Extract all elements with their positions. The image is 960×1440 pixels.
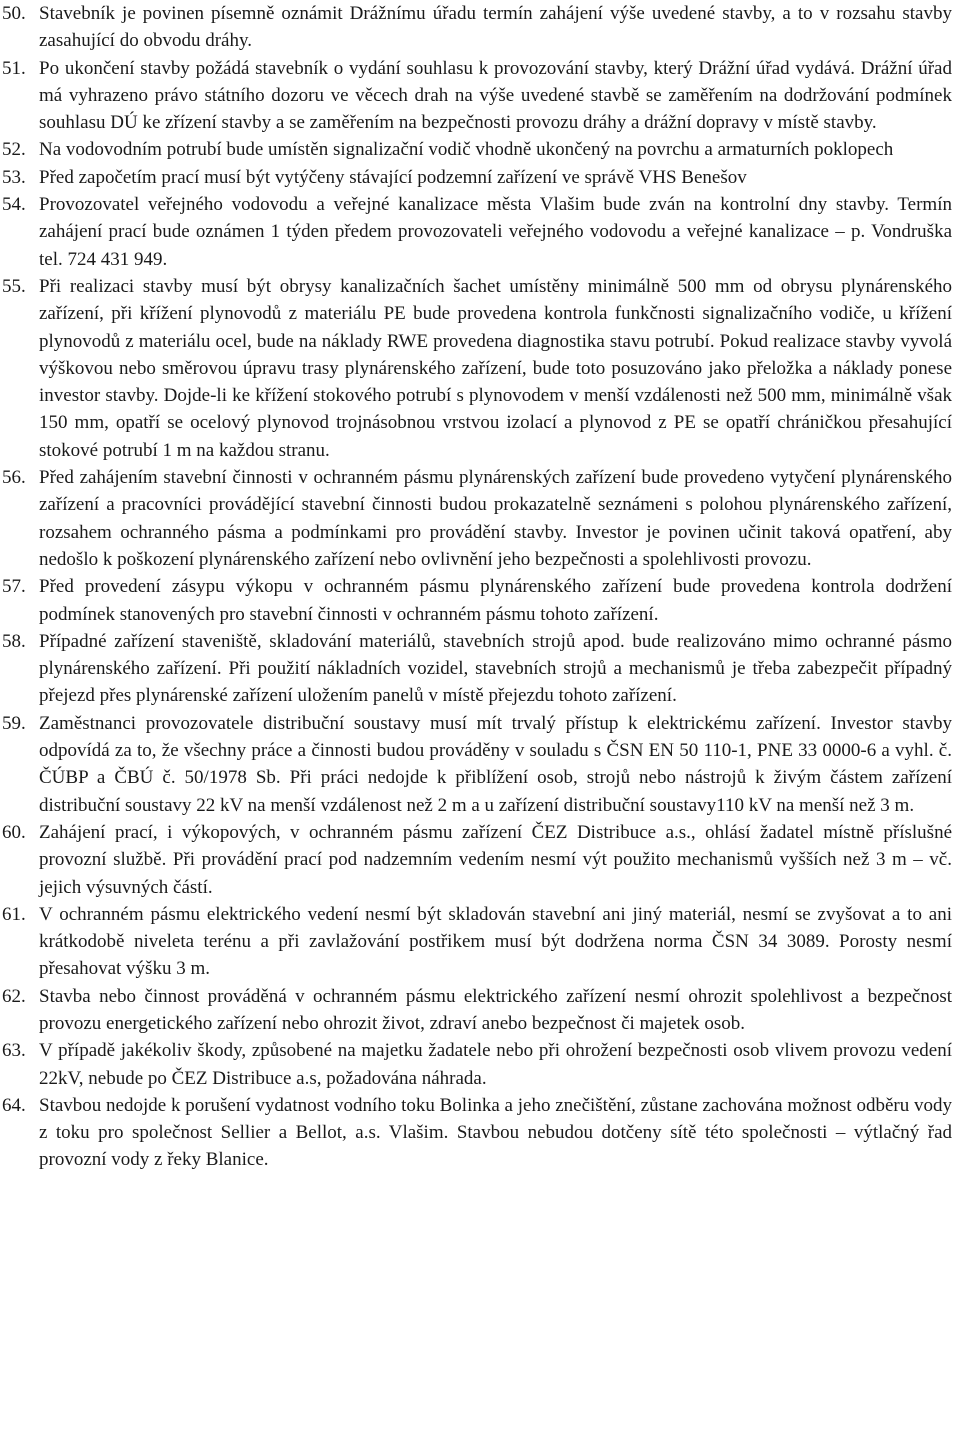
item-text: Stavbou nedojde k porušení vydatnost vodního toku Bolinka a jeho znečištění, zůstane zachována možnost odběru vody z toku pro společnost Sellier a Bellot, a.s. Vlašim. Stavbou nebudou dotčeny sítě této společnosti – výtlačný řad provozní vody z řeky Blanice. bbox=[39, 1094, 952, 1171]
condition-item-52 bbox=[2, 136, 952, 163]
item-number: 54. bbox=[2, 194, 26, 216]
item-text: Zahájení prací, i výkopových, v ochranném pásmu zařízení ČEZ Distribuce a.s., ohlásí žadatel místně příslušné provozní službě. Při provádění prací pod nadzemním vedením nesmí výt použito mechanismů vyšších než 3 m – vč. jejich výsuvných částí. bbox=[39, 821, 952, 898]
item-number: 61. bbox=[2, 903, 26, 925]
condition-item-55 bbox=[2, 273, 952, 464]
item-number: 63. bbox=[2, 1040, 26, 1062]
item-number: 64. bbox=[2, 1094, 26, 1116]
condition-item-51 bbox=[2, 55, 952, 137]
item-text: Zaměstnanci provozovatele distribuční soustavy musí mít trvalý přístup k elektrickému zařízení. Investor stavby odpovídá za to, že všechny práce a činnosti budou prováděny v souladu s ČSN EN 50 110-1, PNE 33 0000-6 a vyhl. č. ČÚBP a ČBÚ č. 50/1978 Sb. Při práci nedojde k přiblížení osob, strojů nebo nástrojů k živým částem zařízení distribuční soustavy 22 kV na menší vzdálenost než 2 m a u zařízení distribuční soustavy110 kV na menší než 3 m. bbox=[39, 712, 952, 816]
condition-item-63 bbox=[2, 1037, 952, 1092]
condition-item-54 bbox=[2, 191, 952, 273]
condition-item-59 bbox=[2, 710, 952, 819]
condition-item-57 bbox=[2, 573, 952, 628]
condition-item-62 bbox=[2, 983, 952, 1038]
item-number: 59. bbox=[2, 712, 26, 734]
item-text: V případě jakékoliv škody, způsobené na majetku žadatele nebo při ohrožení bezpečnosti osob vlivem provozu vedení 22kV, nebude po ČEZ Distribuce a.s, požadována náhrada. bbox=[39, 1040, 952, 1089]
item-number: 50. bbox=[2, 3, 26, 24]
condition-item-64 bbox=[2, 1092, 952, 1174]
item-number: 56. bbox=[2, 467, 26, 489]
item-text: Případné zařízení staveniště, skladování materiálů, stavebních strojů apod. bude realizováno mimo ochranné pásmo plynárenského zařízení. Při použití nákladních vozidel, stavebních strojů a mechanismů je třeba zabezpečit případný přejezd přes plynárenské zařízení uložením panelů v místě přejezdu tohoto zařízení. bbox=[39, 630, 952, 707]
item-number: 57. bbox=[2, 576, 26, 598]
condition-item-58 bbox=[2, 628, 952, 710]
item-text: Před provedení zásypu výkopu v ochranném pásmu plynárenského zařízení bude provedena kontrola dodržení podmínek stanovených pro stavební činnosti v ochranném pásmu tohoto zařízení. bbox=[39, 576, 952, 625]
item-number: 58. bbox=[2, 630, 26, 652]
condition-item-56 bbox=[2, 464, 952, 573]
condition-item-53 bbox=[2, 164, 952, 191]
item-text: V ochranném pásmu elektrického vedení nesmí být skladován stavební ani jiný materiál, nesmí se zvyšovat a to ani krátkodobě niveleta terénu a při zavlažování postřikem musí být dodržena norma ČSN 34 3089. Porosty nesmí přesahovat výšku 3 m. bbox=[39, 903, 952, 980]
item-number: 60. bbox=[2, 821, 26, 843]
item-text: Na vodovodním potrubí bude umístěn signalizační vodič vhodně ukončený na povrchu a armaturních poklopech bbox=[39, 139, 894, 161]
item-text: Při realizaci stavby musí být obrysy kanalizačních šachet umístěny minimálně 500 mm od obrysu plynárenského zařízení, při křížení plynovodů z materiálu PE bude provedena kontrola funkčnosti signalizačního vodiče, u křížení plynovodů z materiálu ocel, bude na náklady RWE provedena diagnostika stavu potrubí. Pokud realizace stavby vyvolá výškovou nebo směrovou úpravu trasy plynárenského zařízení, bude toto posuzováno jako přeložka a náklady ponese investor stavby. Dojde-li ke křížení stokového potrubí s plynovodem v menší vzdálenosti než 500 mm, minimálně však 150 mm, opatří se ocelový plynovod trojnásobnou vrstvou izolací a plynovod z PE se opatří chráničkou přesahující stokové potrubí 1 m na každou stranu. bbox=[39, 275, 952, 461]
item-number: 52. bbox=[2, 139, 26, 161]
condition-item-61 bbox=[2, 901, 952, 983]
item-text: Stavebník je povinen písemně oznámit Drážnímu úřadu termín zahájení výše uvedené stavby, a to v rozsahu stavby zasahující do obvodu dráhy. bbox=[39, 3, 952, 52]
condition-item-60 bbox=[2, 819, 952, 901]
item-text: Stavba nebo činnost prováděná v ochranném pásmu elektrického zařízení nesmí ohrozit spolehlivost a bezpečnost provozu energetického zařízení nebo ohrozit život, zdraví anebo bezpečnost či majetek osob. bbox=[39, 985, 952, 1034]
item-number: 51. bbox=[2, 57, 26, 79]
item-text: Před zahájením stavební činnosti v ochranném pásmu plynárenských zařízení bude provedeno vytyčení plynárenského zařízení a pracovníci provádějící stavební činnosti budou prokazatelně seznámeni s polohou plynárenského zařízení, rozsahem ochranného pásma a podmínkami pro provádění stavby. Investor je povinen učinit taková opatření, aby nedošlo k poškození plynárenského zařízení nebo ovlivnění jeho bezpečnosti a spolehlivosti provozu. bbox=[39, 467, 952, 570]
item-number: 62. bbox=[2, 985, 26, 1007]
item-text: Provozovatel veřejného vodovodu a veřejné kanalizace města Vlašim bude zván na kontrolní dny stavby. Termín zahájení prací bude oznámen 1 týden předem provozovateli veřejného vodovodu a veřejné kanalizace – p. Vondruška tel. 724 431 949. bbox=[39, 194, 952, 270]
item-number: 55. bbox=[2, 275, 26, 297]
item-text: Po ukončení stavby požádá stavebník o vydání souhlasu k provozování stavby, který Drážní úřad vydává. Drážní úřad má vyhrazeno právo státního dozoru ve věcech drah na výše uvedené stavbě se zaměřením na dodržování podmínek souhlasu DÚ ke zřízení stavby a se zaměřením na bezpečnosti provozu dráhy a drážní dopravy v místě stavby. bbox=[39, 57, 952, 134]
condition-item-50 bbox=[2, 0, 952, 55]
conditions-list bbox=[2, 0, 952, 1174]
item-text: Před započetím prací musí být vytýčeny stávající podzemní zařízení ve správě VHS Benešov bbox=[39, 166, 747, 188]
item-number: 53. bbox=[2, 166, 26, 188]
